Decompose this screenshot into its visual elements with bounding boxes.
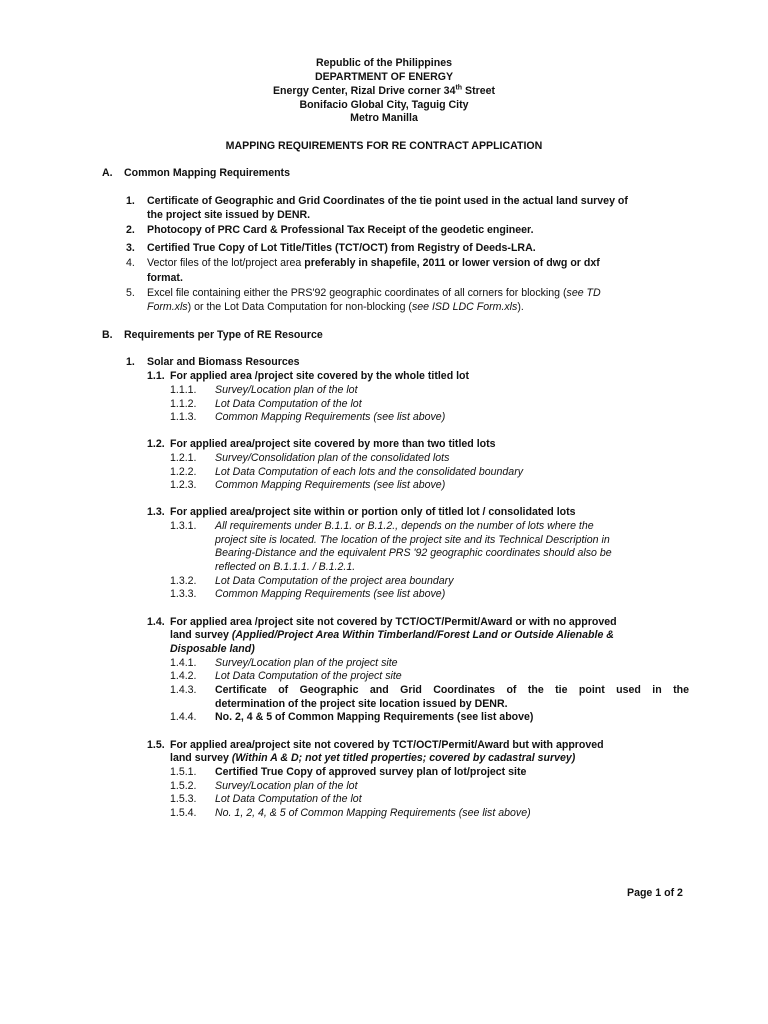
item-1-4-2-num: 1.4.2. — [170, 670, 197, 682]
header-address-line1: Energy Center, Rizal Drive corner 34th Street — [272, 84, 496, 97]
group-1-3-num: 1.3. — [147, 506, 165, 518]
item-1-3-1-line4: reflected on B.1.1.1. / B.1.2.1. — [215, 561, 356, 573]
group-1-4-title-line2: land survey (Applied/Project Area Within Timberland/Forest Land or Outside Alienable & — [170, 629, 614, 641]
group-1-1-title: For applied area /project site covered by the whole titled lot — [170, 370, 470, 382]
item-1-4-1-text: Survey/Location plan of the project site — [215, 657, 398, 669]
section-b-title: Requirements per Type of RE Resource — [124, 329, 323, 341]
item-1-2-3-num: 1.2.3. — [170, 479, 197, 491]
item-1-4-4-num: 1.4.4. — [170, 711, 197, 723]
group-1-2-num: 1.2. — [147, 438, 165, 450]
item-1-1-1-text: Survey/Location plan of the lot — [215, 384, 358, 396]
item-1-5-2-num: 1.5.2. — [170, 780, 197, 792]
a-item-4-line2: format. — [147, 272, 183, 284]
header-address-line2: Bonifacio Global City, Taguig City — [299, 99, 469, 111]
item-1-4-2-text: Lot Data Computation of the project site — [215, 670, 402, 682]
item-1-5-3-text: Lot Data Computation of the lot — [215, 793, 362, 805]
item-1-3-1-num: 1.3.1. — [170, 520, 197, 532]
section-b-letter: B. — [102, 329, 113, 341]
group-1-4-title: For applied area /project site not covered by TCT/OCT/Permit/Award or with no approved — [170, 616, 617, 628]
a-item-1-line2: the project site issued by DENR. — [147, 209, 311, 221]
item-1-3-3-num: 1.3.3. — [170, 588, 197, 600]
b-sub1-num: 1. — [126, 356, 135, 368]
b-sub1-title: Solar and Biomass Resources — [147, 356, 300, 368]
item-1-2-1-num: 1.2.1. — [170, 452, 197, 464]
item-1-3-3-text: Common Mapping Requirements (see list above) — [215, 588, 446, 600]
page-number: Page 1 of 2 — [627, 887, 683, 899]
group-1-3-title: For applied area/project site within or portion only of titled lot / consolidated lots — [170, 506, 576, 518]
item-1-2-3-text: Common Mapping Requirements (see list above) — [215, 479, 446, 491]
item-1-4-3-line2: determination of the project site location issued by DENR. — [215, 698, 508, 710]
item-1-3-2-text: Lot Data Computation of the project area boundary — [215, 575, 454, 587]
group-1-4-num: 1.4. — [147, 616, 165, 628]
header-address-line3: Metro Manilla — [350, 112, 418, 124]
group-1-2-title: For applied area/project site covered by more than two titled lots — [170, 438, 496, 450]
a-item-5-line2: Form.xls) or the Lot Data Computation for non-blocking (see ISD LDC Form.xls). — [147, 301, 524, 313]
header-republic: Republic of the Philippines — [316, 57, 452, 69]
a-item-4-num: 4. — [126, 257, 135, 269]
a-item-5-line1: Excel file containing either the PRS'92 geographic coordinates of all corners for blocking (see TD — [147, 287, 601, 299]
item-1-4-3-num: 1.4.3. — [170, 684, 197, 696]
item-1-4-4-text: No. 2, 4 & 5 of Common Mapping Requirements (see list above) — [215, 711, 534, 723]
item-1-4-1-num: 1.4.1. — [170, 657, 197, 669]
group-1-5-num: 1.5. — [147, 739, 165, 751]
item-1-5-4-text: No. 1, 2, 4, & 5 of Common Mapping Requirements (see list above) — [215, 807, 531, 819]
group-1-5-title: For applied area/project site not covered by TCT/OCT/Permit/Award but with approved — [170, 739, 604, 751]
item-1-1-1-num: 1.1.1. — [170, 384, 197, 396]
section-a-title: Common Mapping Requirements — [124, 167, 290, 179]
a-item-2-num: 2. — [126, 224, 135, 236]
item-1-5-1-text: Certified True Copy of approved survey plan of lot/project site — [215, 766, 527, 778]
item-1-3-1-line2: project site is located. The location of the project site and its Technical Description in — [215, 534, 610, 546]
item-1-5-2-text: Survey/Location plan of the lot — [215, 780, 358, 792]
item-1-3-2-num: 1.3.2. — [170, 575, 197, 587]
a-item-4-line1: Vector files of the lot/project area preferably in shapefile, 2011 or lower version of dwg or dxf — [147, 257, 600, 269]
item-1-3-1-line3: Bearing-Distance and the equivalent PRS '92 geographic coordinates should also be — [215, 547, 612, 559]
a-item-1-num: 1. — [126, 195, 135, 207]
item-1-1-3-text: Common Mapping Requirements (see list above) — [215, 411, 446, 423]
group-1-5-title-line2: land survey (Within A & D; not yet titled properties; covered by cadastral survey) — [170, 752, 576, 764]
item-1-5-1-num: 1.5.1. — [170, 766, 197, 778]
group-1-1-num: 1.1. — [147, 370, 165, 382]
a-item-3-text: Certified True Copy of Lot Title/Titles (TCT/OCT) from Registry of Deeds-LRA. — [147, 242, 536, 254]
item-1-5-3-num: 1.5.3. — [170, 793, 197, 805]
item-1-2-1-text: Survey/Consolidation plan of the consolidated lots — [215, 452, 450, 464]
item-1-1-3-num: 1.1.3. — [170, 411, 197, 423]
item-1-1-2-text: Lot Data Computation of the lot — [215, 398, 362, 410]
a-item-2-text: Photocopy of PRC Card & Professional Tax Receipt of the geodetic engineer. — [147, 224, 534, 236]
document-title: MAPPING REQUIREMENTS FOR RE CONTRACT APPLICATION — [225, 140, 543, 152]
item-1-5-4-num: 1.5.4. — [170, 807, 197, 819]
a-item-3-num: 3. — [126, 242, 135, 254]
group-1-4-title-line3: Disposable land) — [170, 643, 255, 655]
item-1-1-2-num: 1.1.2. — [170, 398, 197, 410]
item-1-2-2-num: 1.2.2. — [170, 466, 197, 478]
item-1-4-3-line1: Certificate of Geographic and Grid Coordinates of the tie point used in the — [215, 684, 689, 696]
section-a-letter: A. — [102, 167, 113, 179]
item-1-3-1-line1: All requirements under B.1.1. or B.1.2., depends on the number of lots where the — [215, 520, 594, 532]
a-item-5-num: 5. — [126, 287, 135, 299]
a-item-1-line1: Certificate of Geographic and Grid Coordinates of the tie point used in the actual land survey of — [147, 195, 628, 207]
header-department: DEPARTMENT OF ENERGY — [314, 71, 454, 83]
item-1-2-2-text: Lot Data Computation of each lots and the consolidated boundary — [215, 466, 524, 478]
